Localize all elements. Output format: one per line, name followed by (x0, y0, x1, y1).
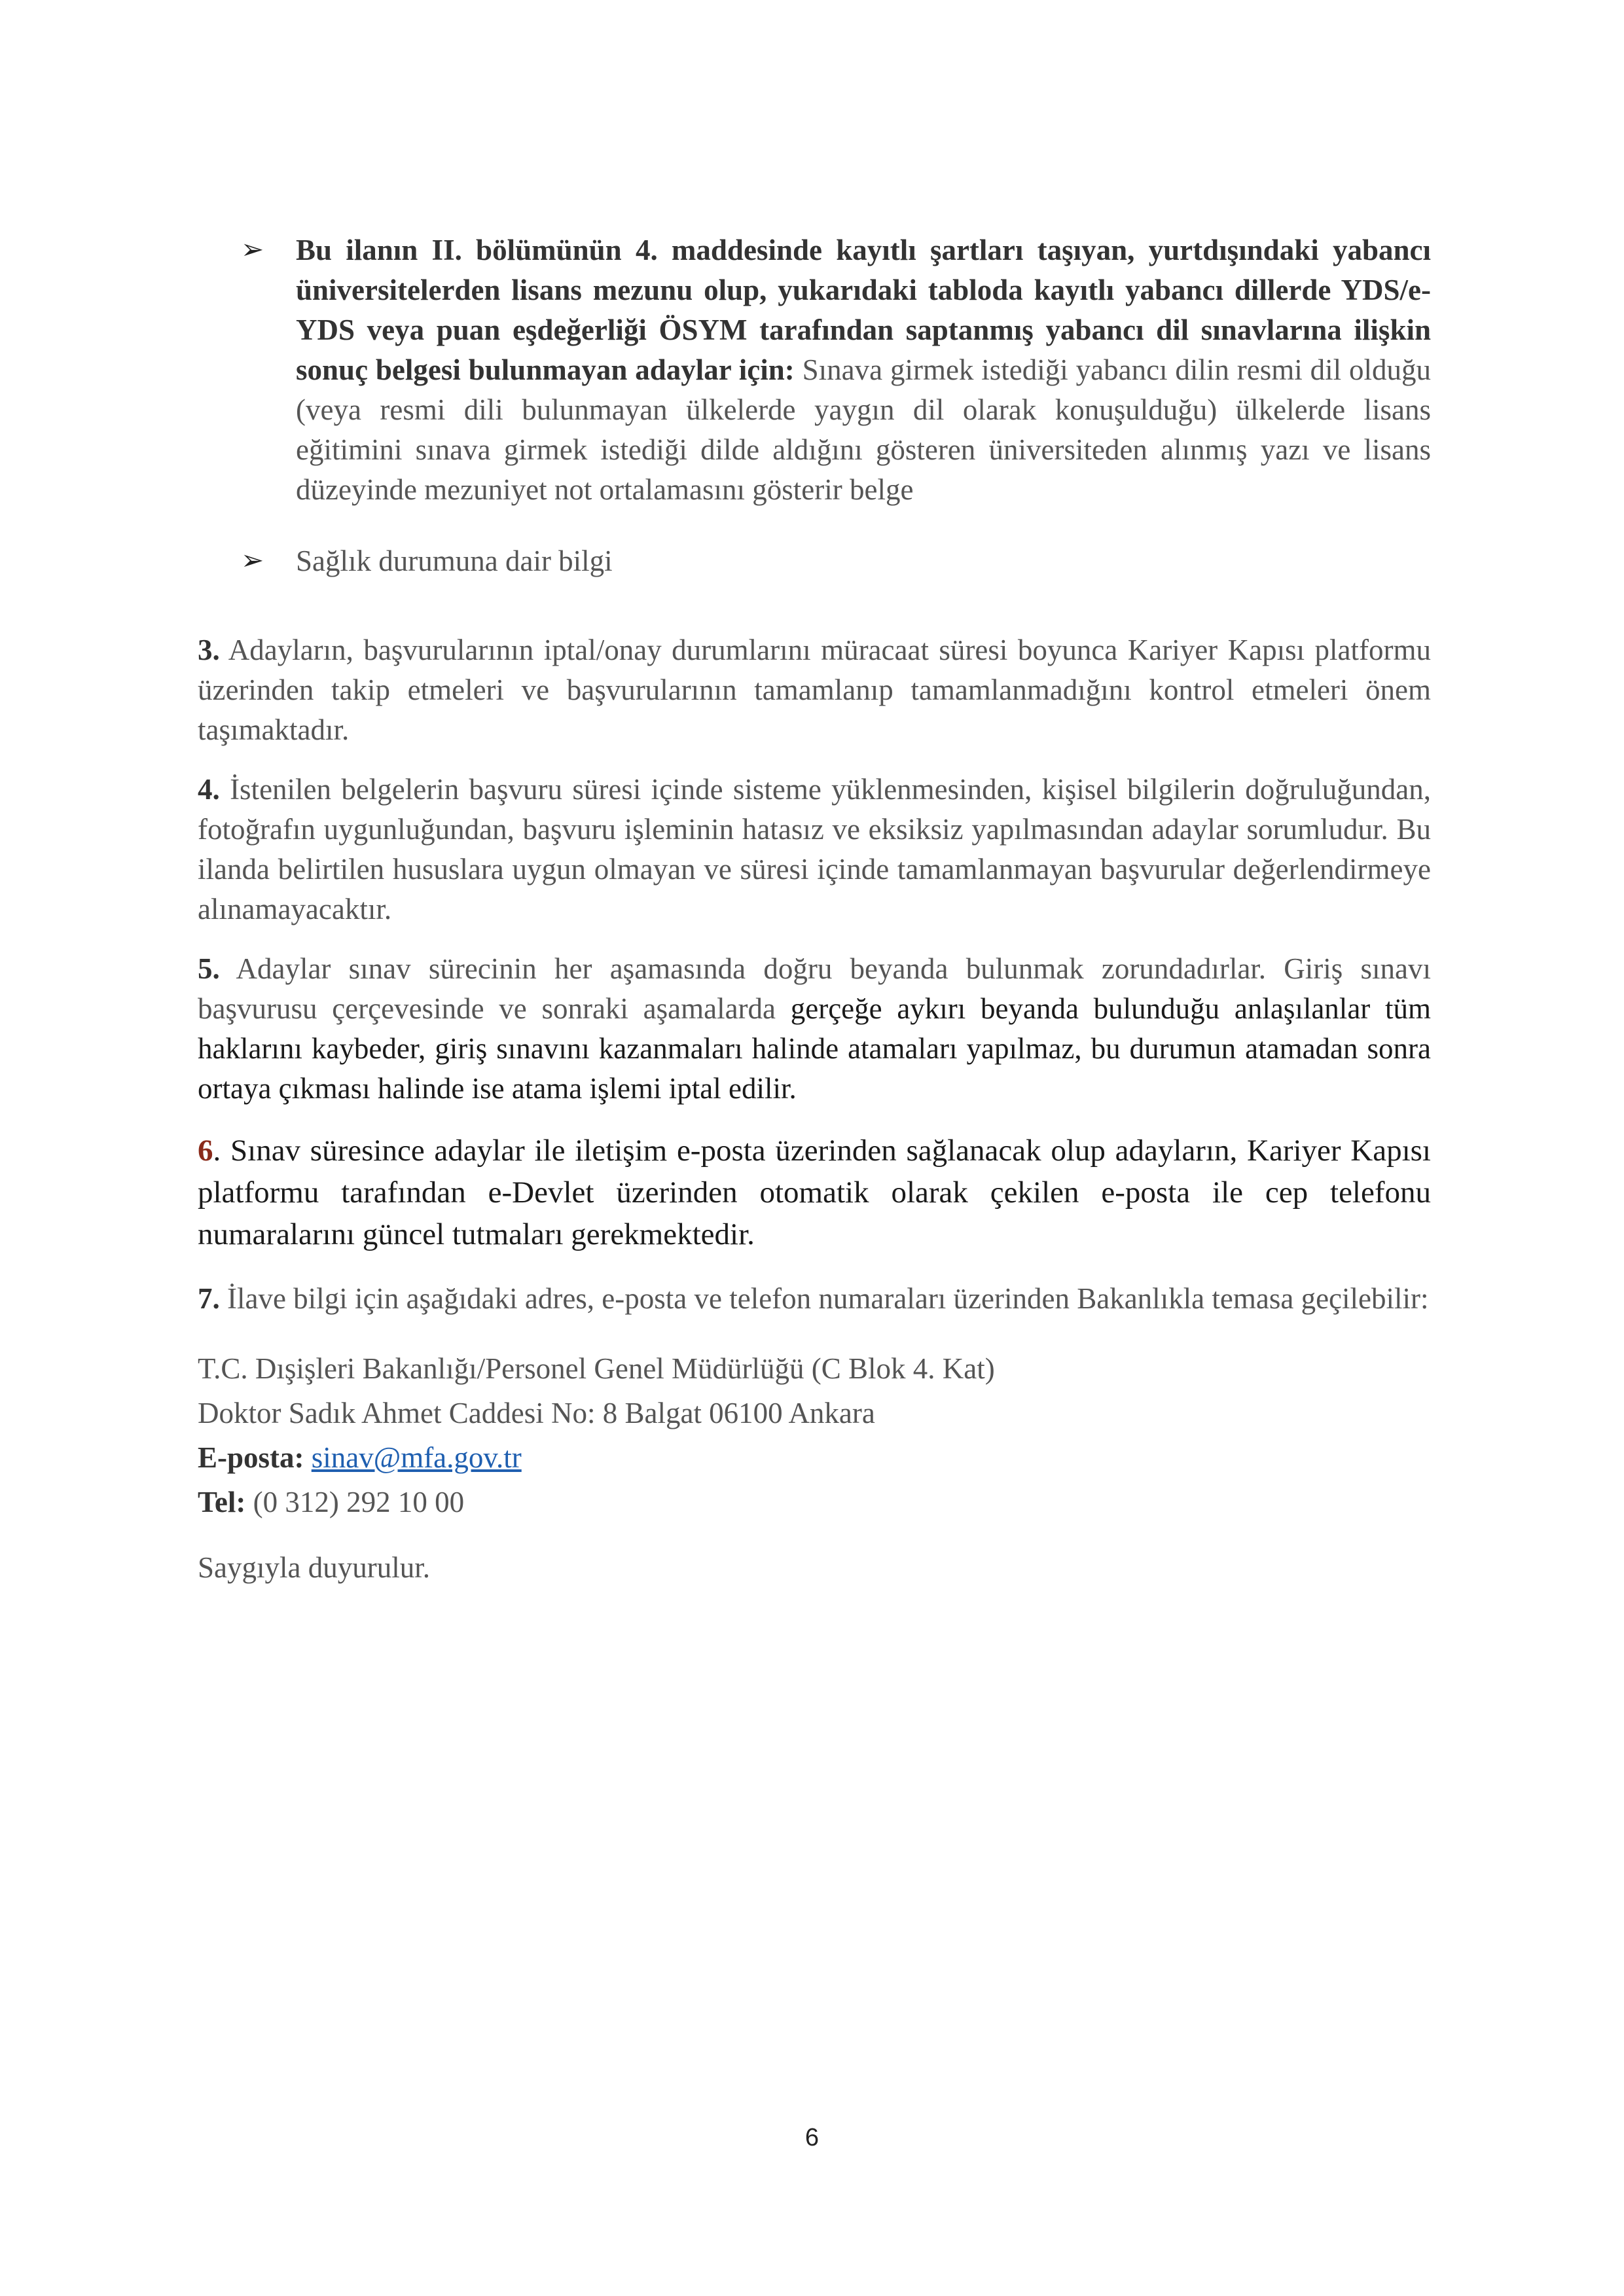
arrow-bullet-icon: ➢ (241, 235, 264, 265)
bullet-health-info (198, 541, 1431, 581)
item-number: 4. (198, 773, 220, 806)
item-7 (198, 1279, 1431, 1319)
item-number: 7. (198, 1282, 220, 1315)
item-number: 5. (198, 952, 220, 985)
item-5 (198, 949, 1431, 1109)
item-4 (198, 770, 1431, 929)
email-line (198, 1435, 1431, 1480)
item-number: 3. (198, 634, 220, 666)
bullet-text: Sınava girmek istediği yabancı dilin resmi dil olduğu (veya resmi dili bulunmayan ülkelerde yaygın dil olarak konuşulduğu) ülkelerde lisans eğitimini sınava girmek istediği dilde aldığını gösteren üniversiteden alınmış yazı ve lisans düzeyinde mezuniyet not ortalamasını gösterir belge (296, 353, 1431, 506)
tel-label: Tel: (198, 1486, 246, 1518)
email-link[interactable]: sinav@mfa.gov.tr (311, 1441, 522, 1474)
bullet-text: Sağlık durumuna dair bilgi (296, 545, 613, 577)
email-label: E-posta: (198, 1441, 304, 1474)
address-line-2: Doktor Sadık Ahmet Caddesi No: 8 Balgat 06100 Ankara (198, 1397, 875, 1429)
closing-text: Saygıyla duyurulur. (198, 1551, 430, 1584)
item-text-emphasis: gerçeğe aykırı beyanda bulunduğu anlaşılanlar tüm haklarını kaybeder, giriş sınavını kazanmaları halinde atamaları yapılmaz, bu durumun atamadan sonra ortaya çıkması halinde ise atama işlemi iptal edilir. (198, 992, 1431, 1105)
item-6 (198, 1130, 1431, 1255)
tel-line (198, 1480, 1431, 1524)
tel-number: (0 312) 292 10 00 (253, 1486, 465, 1518)
bullet-bold-text: Bu ilanın II. bölümünün 4. maddesinde kayıtlı şartları taşıyan, yurtdışındaki yabancı üniversitelerden lisans mezunu olup, yukarıdaki tabloda kayıtlı yabancı dillerde YDS/e-YDS veya puan eşdeğerliği ÖSYM tarafından saptanmış yabancı dil sınavlarına ilişkin sonuç belgesi bulunmayan adaylar için: (296, 234, 1431, 386)
contact-address (198, 1346, 1431, 1524)
item-text: Adaylar sınav sürecinin her aşamasında doğru beyanda bulunmak zorundadırlar. Giriş sınavı başvurusu çerçevesinde ve sonraki aşamalarda (198, 952, 1431, 1025)
bullet-foreign-graduates (198, 230, 1431, 510)
item-text: Adayların, başvurularının iptal/onay durumlarını müracaat süresi boyunca Kariyer Kapısı platformu üzerinden takip etmeleri ve başvurularının tamamlanıp tamamlanmadığını kontrol etmeleri önem taşımaktadır. (198, 634, 1431, 746)
address-line-1: T.C. Dışişleri Bakanlığı/Personel Genel Müdürlüğü (C Blok 4. Kat) (198, 1352, 995, 1385)
document-page (198, 230, 1431, 1617)
item-text: İlave bilgi için aşağıdaki adres, e-posta ve telefon numaraları üzerinden Bakanlıkla temasa geçilebilir: (219, 1282, 1429, 1315)
item-text: . Sınav süresince adaylar ile iletişim e-posta üzerinden sağlanacak olup adayların, Kariyer Kapısı platformu tarafından e-Devlet üzerinden otomatik olarak çekilen e-posta ile cep telefonu numaralarını güncel tutmaları gerekmektedir. (198, 1134, 1431, 1251)
item-3 (198, 630, 1431, 750)
item-number: 6 (198, 1134, 213, 1168)
page-number: 6 (804, 2124, 820, 2151)
arrow-bullet-icon: ➢ (241, 546, 264, 576)
item-text: İstenilen belgelerin başvuru süresi içinde sisteme yüklenmesinden, kişisel bilgilerin doğruluğundan, fotoğrafın uygunluğundan, başvuru işleminin hatasız ve eksiksiz yapılmasından adaylar sorumludur. Bu ilanda belirtilen hususlara uygun olmayan ve süresi içinde tamamlanmayan başvurular değerlendirmeye alınamayacaktır. (198, 773, 1431, 925)
